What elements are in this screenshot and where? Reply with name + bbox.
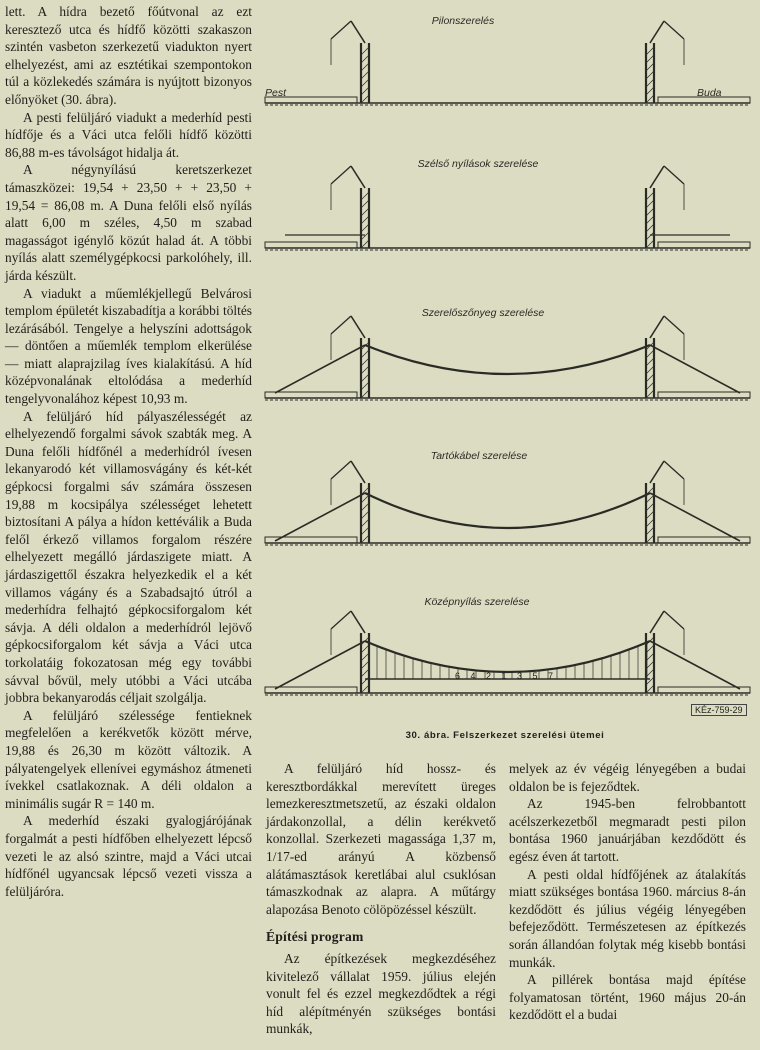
abutment-right: [658, 537, 750, 543]
abutment-left: [265, 537, 357, 543]
paragraph: lett. A hídra bezető főútvonal az ezt keresztező utca és hídfő közötti szakaszon szintén vasbeton szerkezetű viadukton nyert elhelyezést, ami az esztétikai szempontokon túl a közlekedés számára is nyújtott bizonyos előnyöket (30. ábra).: [5, 4, 252, 107]
crane-mast: [351, 611, 365, 633]
abutment-right: [658, 687, 750, 693]
figure-reference: KÉz-759-29: [691, 704, 747, 716]
pier-numbers: 6 4 2 1 3 5 7: [455, 671, 558, 681]
abutment-right: [658, 242, 750, 248]
main-cable: [365, 493, 650, 528]
main-cable: [365, 641, 650, 672]
pylon-lacing: [646, 55, 654, 63]
crane-boom: [664, 166, 684, 184]
pylon-lacing: [646, 208, 654, 216]
crane-boom: [664, 316, 684, 334]
backstay-cable: [650, 345, 740, 393]
pylon-lacing: [361, 224, 369, 232]
crane-mast: [650, 316, 664, 338]
middle-text-column: [266, 760, 496, 1038]
paragraph: Az 1945-ben felrobbantott acélszerkezetből megmaradt pesti pilon bontása 1960 januárjában kezdődött és egész éven át tartott.: [509, 796, 746, 864]
backstay-cable: [650, 493, 740, 541]
pylon-lacing: [361, 382, 369, 390]
pylon-lacing: [361, 192, 369, 200]
paragraph: A felüljáró szélessége fentieknek megfelelően a kerékvetők között mérve, 19,88 és 26,30 m között változik. A pályatengelyek ellenívei egymáshoz átmeneti ívekkel csatlakoznak. A déli oldalon a minimális sugár R = 140 m.: [5, 707, 252, 811]
paragraph: A felüljáró híd pályaszélességét az elhelyezendő forgalmi sávok szabták meg. A Duna felőli hídfőnél a mederhídról ívesen lekanyarodó két villamosvágány és két-két gépkocsi forgalmi sáv számára összesen 19,88 m kocsipálya szélességet lehetett biztosítani A pálya a hídon kettéválik a Buda felől érkező villamos forgalom részére elhelyezett megálló járdaszigete miatt. A járdaszigettől északra helyezkedik el a két villamos vágány és a Szabadsajtó útról a mederhídra felhajtó gépkocsiforgalom két sávja. A déli oldalon a mederhídról lejövő gépkocsiforgalom két sávja a Váci utca torkolatáig fokozatosan még egy további sávval bővül, mely utóbbi a Váci utcába jobbra bekanyarodás céljait szolgálja.: [5, 408, 252, 706]
pylon-lacing: [361, 366, 369, 374]
pylon-lacing: [361, 685, 369, 693]
pylon-lacing: [646, 240, 654, 248]
pylon-lacing: [646, 95, 654, 103]
pylon-lacing: [646, 511, 654, 519]
pylon-lacing: [646, 535, 654, 543]
crane-mast: [351, 21, 365, 43]
pylon-lacing: [646, 358, 654, 366]
crane-mast: [650, 21, 664, 43]
figure-30-assembly-stages: [255, 3, 755, 748]
pylon-lacing: [361, 216, 369, 224]
pylon-lacing: [646, 200, 654, 208]
pylon-lacing: [361, 87, 369, 95]
paragraph: A pesti oldal hídfőjének az átalakítás miatt szükséges bontása 1960. március 8-án kezdődött és július végéig lényegében befejeződött. Természetesen az építkezés során állandóan folytak még kisebb bontási munkák.: [509, 866, 746, 970]
pylon-lacing: [361, 55, 369, 63]
stage-label-5: Középnyílás szerelése: [424, 596, 530, 608]
crane-mast: [351, 316, 365, 338]
stage-label-4: Tartókábel szerelése: [430, 450, 528, 462]
pylon-lacing: [646, 382, 654, 390]
crane-boom: [664, 611, 684, 629]
backstay-cable: [275, 345, 365, 393]
crane-boom: [331, 21, 351, 39]
pylon-lacing: [646, 192, 654, 200]
pylon-lacing: [361, 232, 369, 240]
abutment-left: [265, 392, 357, 398]
crane-mast: [351, 461, 365, 483]
pylon-lacing: [646, 503, 654, 511]
pylon-lacing: [361, 95, 369, 103]
pylon-lacing: [646, 519, 654, 527]
pylon-lacing: [646, 495, 654, 503]
pylon-lacing: [646, 390, 654, 398]
pylon-lacing: [646, 216, 654, 224]
pylon-lacing: [361, 358, 369, 366]
pylon-lacing: [361, 495, 369, 503]
paragraph: A viadukt a műemlékjellegű Belvárosi templom épületét kiszabadítja a korábbi töltés lezárásából. Tengelye a helyszíni adottságok — döntően a műemlék templom elkerülése — miatt alaprajzilag íves kialakítású. A híd középvonalának eltolódása a mederhíd tengelyvonalához képest 10,93 m.: [5, 285, 252, 407]
pylon-lacing: [361, 79, 369, 87]
paragraph: A pillérek bontása majd építése folyamatosan történt, 1960 május 20-án kezdődött el a budai: [509, 972, 746, 1023]
right-text-column: [509, 760, 746, 1024]
pylon-lacing: [646, 350, 654, 358]
crane-mast: [650, 166, 664, 188]
crane-boom: [331, 316, 351, 334]
paragraph: Az építkezések megkezdéséhez kivitelező vállalat 1959. július elején vonult fel és ezzel megkezdődtek a régi híd alépítményén szükséges bontási munkák,: [266, 950, 496, 1037]
abutment-left: [265, 687, 357, 693]
paragraph: melyek az év végéig lényegében a budai oldalon be is fejeződtek.: [509, 761, 746, 794]
crane-mast: [650, 611, 664, 633]
pylon-lacing: [361, 677, 369, 685]
stage-label-1: Pilonszerelés: [431, 15, 495, 27]
crane-mast: [650, 461, 664, 483]
abutment-left: [265, 242, 357, 248]
pylon-lacing: [646, 374, 654, 382]
paragraph: A felüljáró híd hossz- és keresztbordákkal merevített üreges lemezkeresztmetszetű, az északi oldalon járdakonzollal, a délin kerékvető konzollal. Szerkezeti magassága 1,37 m, 1/17-ed arányú A közbenső alátámasztások keretlábai alul csuklósan támaszkodnak az alapra. A műtárgy alapozása Benoto cölöpözéssel készült.: [266, 761, 496, 917]
pylon-lacing: [361, 374, 369, 382]
backstay-cable: [650, 641, 740, 689]
pest-label: Pest: [265, 87, 287, 99]
left-text-column: [5, 3, 252, 900]
figure-caption: 30. ábra. Felszerkezet szerelési ütemei: [405, 730, 605, 741]
pylon-lacing: [361, 47, 369, 55]
section-heading: Építési program: [266, 929, 364, 945]
pylon-lacing: [361, 661, 369, 669]
pylon-lacing: [646, 366, 654, 374]
stage-label-3: Szerelőszőnyeg szerelése: [421, 307, 545, 319]
pylon-lacing: [646, 63, 654, 71]
pylon-lacing: [361, 669, 369, 677]
pylon-lacing: [646, 71, 654, 79]
pylon-lacing: [361, 645, 369, 653]
pylon-lacing: [361, 503, 369, 511]
pylon-lacing: [646, 47, 654, 55]
pylon-lacing: [361, 208, 369, 216]
crane-boom: [664, 461, 684, 479]
pylon-lacing: [646, 224, 654, 232]
pylon-lacing: [361, 511, 369, 519]
pylon-lacing: [361, 390, 369, 398]
paragraph: A mederhíd északi gyalogjárójának forgalmát a pesti hídfőben elhelyezett lépcső vezeti le az alsó szintre, majd a Váci utcai hídfőnél ugyancsak lépcső vezeti vissza a felüljáróra.: [5, 813, 252, 899]
pylon-lacing: [361, 519, 369, 527]
crane-boom: [331, 166, 351, 184]
pylon-lacing: [646, 527, 654, 535]
stage-label-2: Szélső nyílások szerelése: [417, 158, 539, 170]
pylon-lacing: [361, 535, 369, 543]
paragraph: A pesti felüljáró viadukt a mederhíd pesti hídfője és a Váci utca felőli hídfő közötti 86,88 m-es távolságot hidalja át.: [5, 109, 252, 160]
pylon-lacing: [361, 71, 369, 79]
buda-label: Buda: [697, 87, 722, 99]
abutment-right: [658, 392, 750, 398]
pylon-lacing: [646, 79, 654, 87]
crane-boom: [331, 461, 351, 479]
crane-mast: [351, 166, 365, 188]
crane-boom: [664, 21, 684, 39]
footbridge-catwalk: [365, 345, 650, 374]
backstay-cable: [275, 493, 365, 541]
pylon-lacing: [361, 653, 369, 661]
pylon-lacing: [361, 200, 369, 208]
pylon-lacing: [646, 87, 654, 95]
backstay-cable: [275, 641, 365, 689]
bridge-assembly-drawing: [255, 3, 755, 748]
pylon-lacing: [361, 63, 369, 71]
paragraph: A négynyílású keretszerkezet támaszközei: 19,54 + 23,50 + + 23,50 + 19,54 = 86,08 m. A Duna felőli első nyílás alatt 6,00 m széles, 4,50 m szabad magasságot igénylő közút halad át. A többi nyílás alatt személygépkocsi parkolóhely, ill. járda készült.: [5, 162, 252, 283]
pylon-lacing: [646, 685, 654, 693]
pylon-lacing: [361, 240, 369, 248]
pylon-lacing: [646, 232, 654, 240]
pylon-lacing: [361, 350, 369, 358]
crane-boom: [331, 611, 351, 629]
pylon-lacing: [361, 527, 369, 535]
